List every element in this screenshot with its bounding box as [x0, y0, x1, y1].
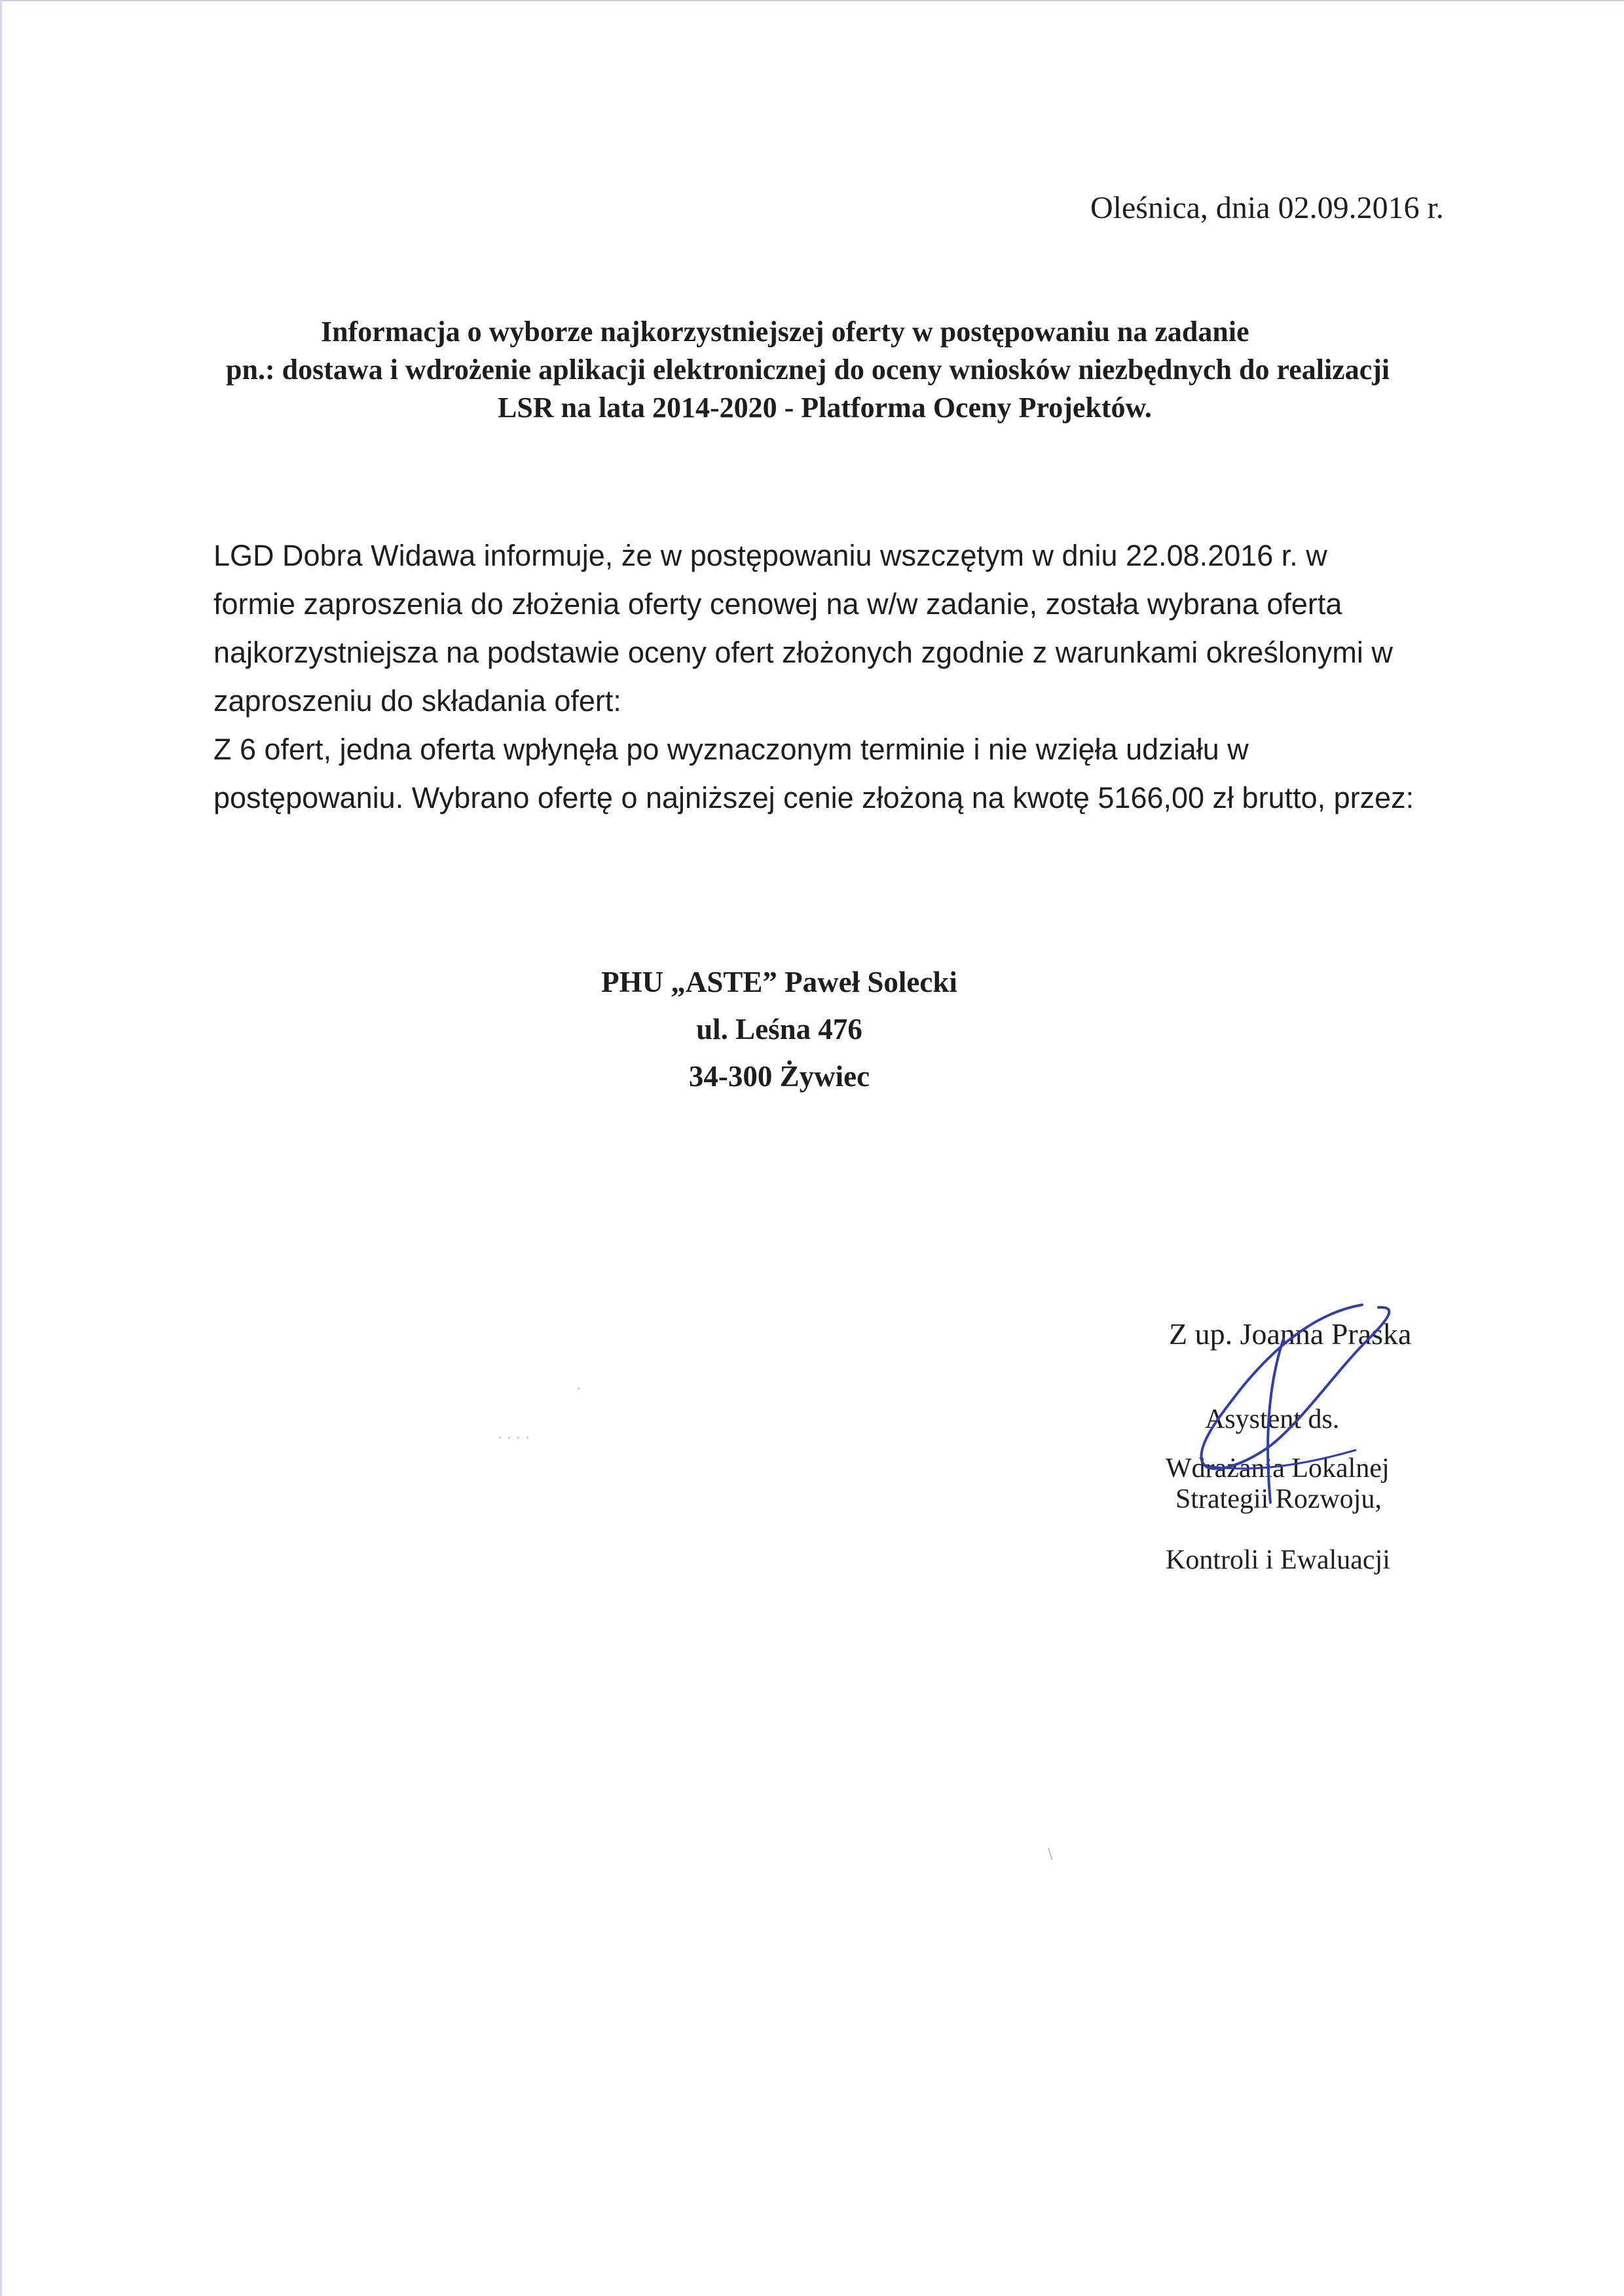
signature-line-1: Z up. Joanna Praska — [1169, 1317, 1412, 1351]
document-title — [223, 313, 1454, 427]
scan-speck: \ — [1048, 1846, 1053, 1863]
signature-line-3: Wdrażania Lokalnej — [1166, 1453, 1390, 1484]
body-line-3: najkorzystniejsza na podstawie oceny ofert złożonych zgodnie z warunkami określonymi w — [213, 636, 1393, 669]
body-paragraph — [213, 532, 1445, 822]
winner-city: 34-300 Żywiec — [688, 1060, 870, 1093]
signature-stroke-loop — [1201, 1305, 1389, 1468]
place-and-date: Oleśnica, dnia 02.09.2016 r. — [1090, 191, 1444, 225]
title-line-3: LSR na lata 2014-2020 - Platforma Oceny Projektów. — [498, 392, 1152, 424]
scan-speck: · — [576, 1381, 581, 1398]
title-line-1: Informacja o wyborze najkorzystniejszej oferty w postępowaniu na zadanie — [321, 316, 1249, 348]
body-line-1: LGD Dobra Widawa informuje, że w postępowaniu wszczętym w dniu 22.08.2016 r. w — [213, 539, 1327, 572]
scan-speck: · · · · — [498, 1430, 530, 1447]
handwritten-signature — [1172, 1300, 1421, 1516]
signature-stroke-tail — [1268, 1339, 1283, 1503]
winner-address — [419, 958, 1139, 1100]
signature-line-5: Kontroli i Ewaluacji — [1166, 1545, 1390, 1575]
signature-line-2: Asystent ds. — [1205, 1404, 1340, 1434]
body-line-6: postępowaniu. Wybrano ofertę o najniższej cenie złożoną na kwotę 5166,00 zł brutto, przez: — [213, 781, 1414, 814]
body-line-4: zaproszeniu do składania ofert: — [213, 684, 621, 718]
signature-line-4: Strategii Rozwoju, — [1175, 1484, 1382, 1514]
body-line-5: Z 6 ofert, jedna oferta wpłynęła po wyznaczonym terminie i nie wzięła udziału w — [213, 733, 1249, 766]
winner-name: PHU „ASTE” Paweł Solecki — [601, 966, 957, 998]
body-line-2: formie zaproszenia do złożenia oferty cenowej na w/w zadanie, została wybrana oferta — [213, 587, 1342, 621]
title-line-2: pn.: dostawa i wdrożenie aplikacji elektronicznej do oceny wniosków niezbędnych do realizacji — [226, 354, 1390, 386]
winner-street: ul. Leśna 476 — [696, 1013, 862, 1046]
